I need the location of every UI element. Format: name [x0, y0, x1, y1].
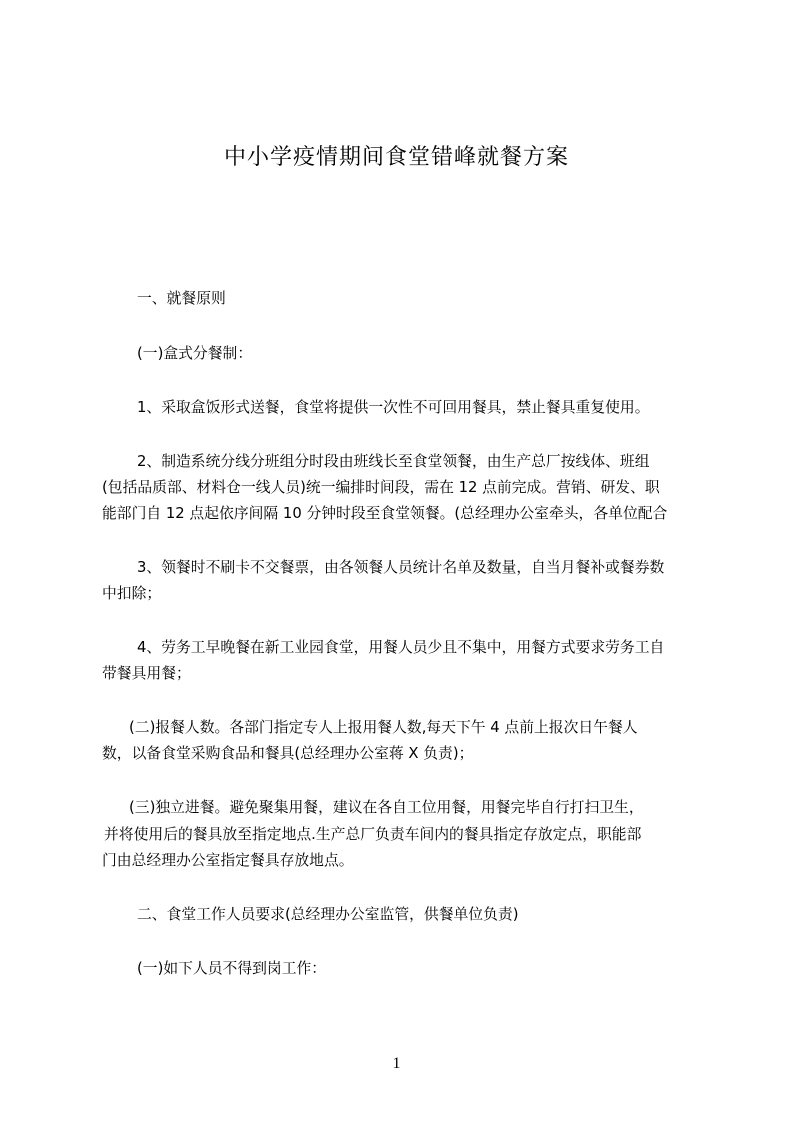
paragraph-line: 2、制造系统分线分班组分时段由班线长至食堂领餐，由生产总厂按线体、班组 [137, 453, 650, 470]
paragraph-line: 数，以备食堂采购食品和餐具(总经理办公室蒋 X 负责)； [102, 745, 474, 762]
paragraph-line: 并将使用后的餐具放至指定地点.生产总厂负责车间内的餐具指定存放定点，职能部 [104, 826, 642, 843]
subheading-independent-dining: (三)独立进餐。避免聚集用餐，建议在各自工位用餐，用餐完毕自行打扫卫生， [129, 799, 644, 816]
subheading-meal-reporting: (二)报餐人数。各部门指定专人上报用餐人数,每天下午 4 点前上报次日午餐人 [129, 719, 638, 736]
paragraph-line: (包括品质部、材料仓一线人员)统一编排时间段，需在 12 点前完成。营销、研发、职 [102, 479, 660, 496]
paragraph-line: 能部门自 12 点起依序间隔 10 分钟时段至食堂领餐。(总经理办公室牵头，各单位配合 [102, 505, 668, 522]
paragraph-line: 3、领餐时不刷卡不交餐票，由各领餐人员统计名单及数量，自当月餐补或餐券数 [137, 559, 665, 576]
paragraph-line: 1、采取盒饭形式送餐，食堂将提供一次性不可回用餐具，禁止餐具重复使用。 [137, 399, 650, 416]
paragraph-line: 中扣除； [102, 585, 162, 602]
section-heading-dining-principles: 一、就餐原则 [137, 290, 226, 307]
subheading-boxed-meal-system: (一)盒式分餐制： [137, 345, 253, 362]
page-number: 1 [392, 1055, 401, 1072]
section-heading-canteen-staff-requirements: 二、食堂工作人员要求(总经理办公室监管，供餐单位负责) [137, 906, 519, 923]
paragraph-line: 门由总经理办公室指定餐具存放地点。 [102, 852, 354, 869]
subheading-staff-not-allowed: (一)如下人员不得到岗工作： [137, 960, 327, 977]
paragraph-line: 4、劳务工早晚餐在新工业园食堂，用餐人员少且不集中，用餐方式要求劳务工自 [137, 639, 665, 656]
paragraph-line: 带餐具用餐； [102, 665, 191, 682]
document-title: 中小学疫情期间食堂错峰就餐方案 [223, 145, 569, 170]
